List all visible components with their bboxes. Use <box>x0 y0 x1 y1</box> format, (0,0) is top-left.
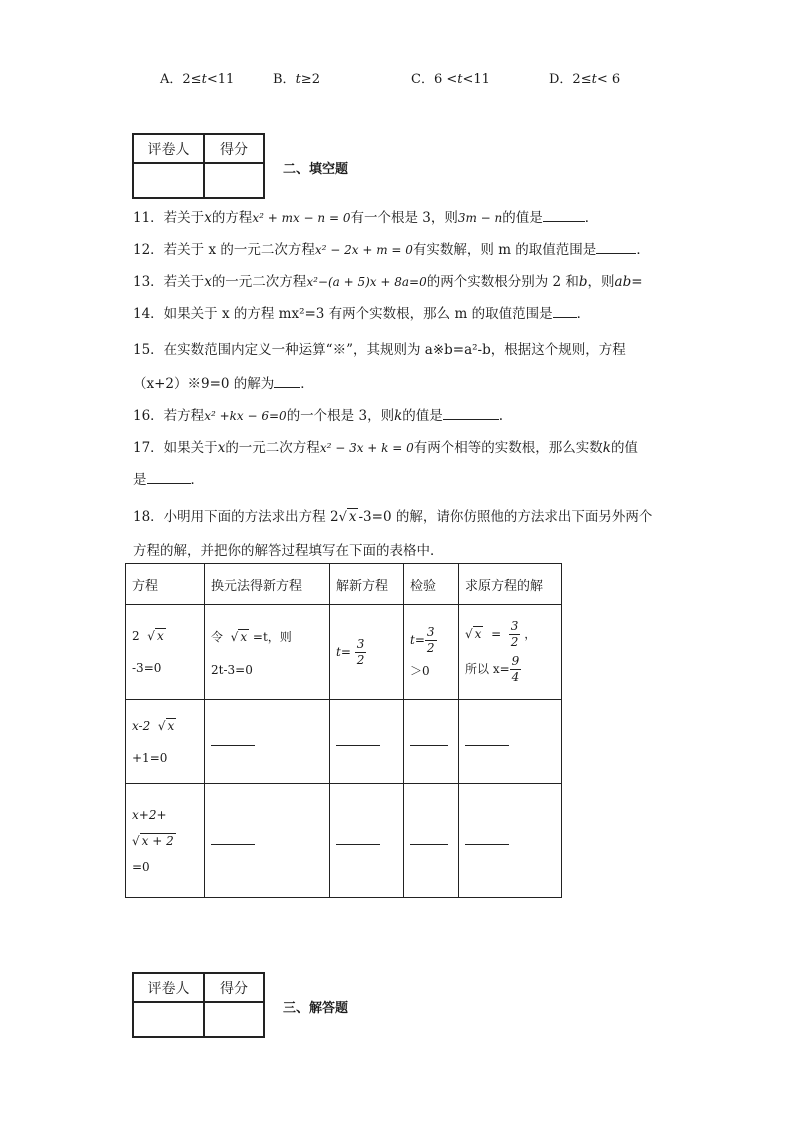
answer-cell[interactable] <box>404 784 459 898</box>
answer-cell[interactable] <box>205 784 330 898</box>
score-box-section2 <box>132 133 265 199</box>
answer-cell[interactable] <box>330 700 404 784</box>
solve-cell: t= $\frac{3}{2}$ <box>330 605 404 700</box>
question-11: 11．若关于x的方程x² + mx − n = 0有一个根是 3，则3m − n的值是 ． <box>133 210 599 226</box>
question-13: 13．若关于x的一元二次方程x²−(a + 5)x + 8a=0的两个实数根分别为 2 和b，则ab= <box>133 274 643 290</box>
table-row <box>126 784 562 898</box>
score-cell <box>204 1002 264 1037</box>
equation-cell: 2 √ x -3=0 <box>126 605 205 700</box>
answer-blank[interactable] <box>596 241 636 254</box>
score-cell <box>204 163 264 198</box>
reviewer-header: 评卷人 <box>133 134 204 163</box>
solution-table <box>125 563 562 898</box>
check-cell: t= $\frac{3}{2}$ ＞0 <box>404 605 459 700</box>
answer-blank[interactable] <box>443 407 499 420</box>
answer-cell[interactable] <box>459 784 562 898</box>
score-header: 得分 <box>204 973 264 1002</box>
question-17-line2: 是 ． <box>133 472 204 488</box>
equation-cell: x-2 √ x +1=0 <box>126 700 205 784</box>
substitution-cell: 令 √ x =t，则 2t-3=0 <box>205 605 330 700</box>
question-15-line1: 15．在实数范围内定义一种运算“※”，其规则为 a※b=a²-b，根据这个规则，方程 <box>133 342 626 358</box>
reviewer-cell <box>133 1002 204 1037</box>
table-header: 解新方程 <box>330 564 404 605</box>
table-header: 求原方程的解 <box>459 564 562 605</box>
question-12: 12．若关于 x 的一元二次方程x² − 2x + m = 0有实数解，则 m 的取值范围是 ． <box>133 242 650 258</box>
question-15-line2: （x+2）※9=0 的解为 ． <box>133 376 314 392</box>
answer-cell[interactable] <box>330 784 404 898</box>
option-a: A．2≤t<11 <box>160 72 235 87</box>
table-header: 换元法得新方程 <box>205 564 330 605</box>
table-header: 检验 <box>404 564 459 605</box>
score-header: 得分 <box>204 134 264 163</box>
table-header: 方程 <box>126 564 205 605</box>
answer-blank[interactable] <box>147 471 191 484</box>
question-16: 16．若方程x² +kx − 6=0的一个根是 3，则k的值是 . <box>133 408 504 424</box>
question-14: 14．如果关于 x 的方程 mx²=3 有两个实数根，那么 m 的取值范围是 ． <box>133 306 591 322</box>
question-18-line2: 方程的解，并把你的解答过程填写在下面的表格中． <box>133 543 444 559</box>
reviewer-header: 评卷人 <box>133 973 204 1002</box>
table-row <box>126 605 562 700</box>
option-c: C．6 <t<11 <box>411 72 490 87</box>
answer-cell[interactable] <box>205 700 330 784</box>
answer-blank[interactable] <box>553 305 577 318</box>
answer-blank[interactable] <box>543 209 585 222</box>
answer-cell[interactable] <box>459 700 562 784</box>
option-b: B．t≥2 <box>273 72 320 87</box>
answer-blank[interactable] <box>274 375 300 388</box>
section-title-fill-in: 二、填空题 <box>283 162 349 177</box>
question-17-line1: 17．如果关于x的一元二次方程x² − 3x + k = 0有两个相等的实数根，那么实数k的值 <box>133 440 638 456</box>
reviewer-cell <box>133 163 204 198</box>
score-box-section3 <box>132 972 265 1038</box>
question-18-line1: 18．小明用下面的方法求出方程 2√ x -3=0 的解，请你仿照他的方法求出下面另外两个 <box>133 509 653 525</box>
section-title-answers: 三、解答题 <box>283 1001 349 1016</box>
equation-cell: x+2+ √ x + 2 =0 <box>126 784 205 898</box>
answer-cell[interactable] <box>404 700 459 784</box>
table-row <box>126 700 562 784</box>
option-d: D．2≤t< 6 <box>549 72 621 87</box>
original-solution-cell: √ x = $\frac{3}{2}$ ， 所以 x= $\frac{9}{4}$ <box>459 605 562 700</box>
